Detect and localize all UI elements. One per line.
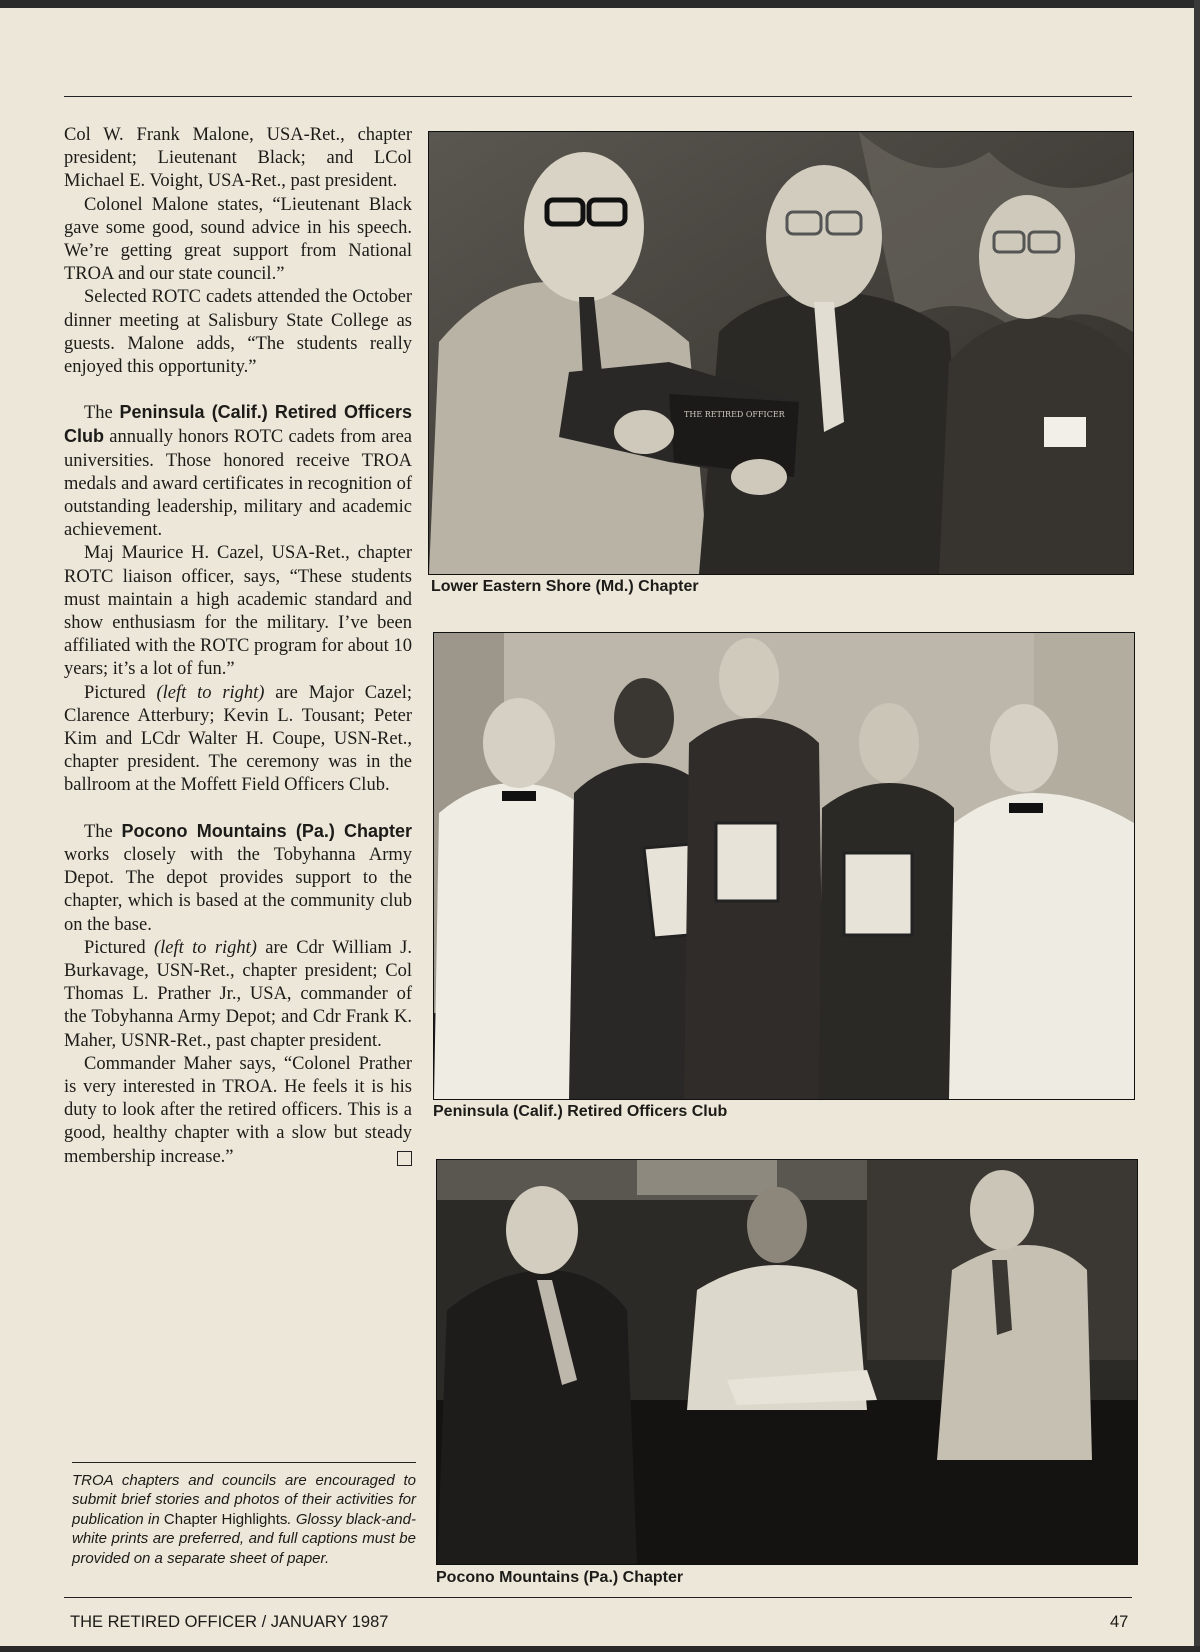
text-run: Commander Maher says, “Colonel Prather is very interested in TROA. He feels it is his duty to look after the retired officers. This is a good, healthy chapter with a slow but steady membership increase.”	[64, 1053, 412, 1167]
chapter-name-peninsula: Peninsula (Calif.) Retired Officers Club	[64, 402, 412, 447]
photo-caption: Lower Eastern Shore (Md.) Chapter	[431, 578, 699, 595]
page-edge-bottom	[0, 1646, 1200, 1652]
photo-peninsula-image	[434, 633, 1134, 1099]
text-run-italic: (left to right)	[153, 937, 257, 958]
note-text: . Glossy black-and-white prints are preferred, and full captions must be provided on a separate sheet of paper.	[72, 1510, 416, 1567]
page-edge-right	[1194, 0, 1200, 1652]
text-run: are Major Cazel; Clarence Atterbury; Kevin L. Tousant; Peter Kim and LCdr Walter H. Coupe, USN-Ret., chapter president. The ceremony was in the ballroom at the Moffett Field Officers Club.	[64, 682, 412, 796]
text-run: The	[84, 403, 120, 424]
photo-pocono	[436, 1159, 1138, 1565]
section-paragraph-peninsula	[64, 401, 412, 542]
paragraph	[64, 682, 412, 798]
text-run: The	[84, 821, 122, 842]
paragraph: Maj Maurice H. Cazel, USA-Ret., chapter ROTC liaison officer, says, “These students must maintain a high academic standard and show enthusiasm for the military. I’ve been affiliated with the ROTC program for about 10 years; it’s a lot of fun.”	[64, 543, 412, 680]
paragraph: Selected ROTC cadets attended the October dinner meeting at Salisbury State College as guests. Malone adds, “The students really enjoyed this opportunity.”	[64, 287, 412, 378]
page-number: 47	[1110, 1613, 1129, 1631]
photo-lower-eastern-shore-image	[429, 132, 1133, 574]
photo-caption: Pocono Mountains (Pa.) Chapter	[436, 1569, 684, 1586]
footer-rule	[64, 1597, 1132, 1598]
section-paragraph-pocono	[64, 820, 412, 937]
text-run-italic: (left to right)	[156, 682, 265, 703]
photo-pocono-image	[437, 1160, 1137, 1564]
chapter-name-pocono: Pocono Mountains (Pa.) Chapter	[121, 820, 412, 841]
end-of-article-box-icon	[397, 1151, 412, 1166]
header-rule	[64, 96, 1132, 97]
publication-footer: THE RETIRED OFFICER / JANUARY 1987	[70, 1613, 389, 1631]
paragraph: Col W. Frank Malone, USA-Ret., chapter president; Lieutenant Black; and LCol Michael E. Voight, USA-Ret., past president.	[64, 125, 412, 192]
note-section-name: Chapter Highlights	[163, 1510, 288, 1528]
paragraph	[64, 937, 412, 1053]
text-run: Pictured	[84, 937, 154, 958]
photo-peninsula	[433, 632, 1135, 1100]
paragraph	[64, 1053, 412, 1169]
paragraph: Colonel Malone states, “Lieutenant Black gave some good, sound advice in his speech. We’re getting great support from National TROA and our state council.”	[64, 194, 412, 285]
note-text: TROA chapters and councils are encouraged to submit brief stories and photos of their activities for publication in	[72, 1472, 416, 1528]
text-run: Pictured	[84, 682, 157, 703]
text-run: are Cdr William J. Burkavage, USN-Ret., chapter president; Col Thomas L. Prather Jr., USA, commander of the Tobyhanna Army Depot; and Cdr Frank K. Maher, USNR-Ret., past chapter president.	[64, 937, 412, 1051]
submission-note	[72, 1462, 416, 1568]
article-text-column	[64, 124, 412, 1169]
text-run: works closely with the Tobyhanna Army Depot. The depot provides support to the chapter, which is based at the community club on the base.	[64, 844, 412, 935]
magazine-cover-title: THE RETIRED OFFICER	[684, 410, 785, 419]
page-edge-top	[0, 0, 1200, 8]
text-run: annually honors ROTC cadets from area universities. Those honored receive TROA medals and award certificates in recognition of outstanding leadership, military and academic achievement.	[64, 427, 412, 541]
photo-lower-eastern-shore	[428, 131, 1134, 575]
photo-caption: Peninsula (Calif.) Retired Officers Club	[433, 1103, 728, 1120]
